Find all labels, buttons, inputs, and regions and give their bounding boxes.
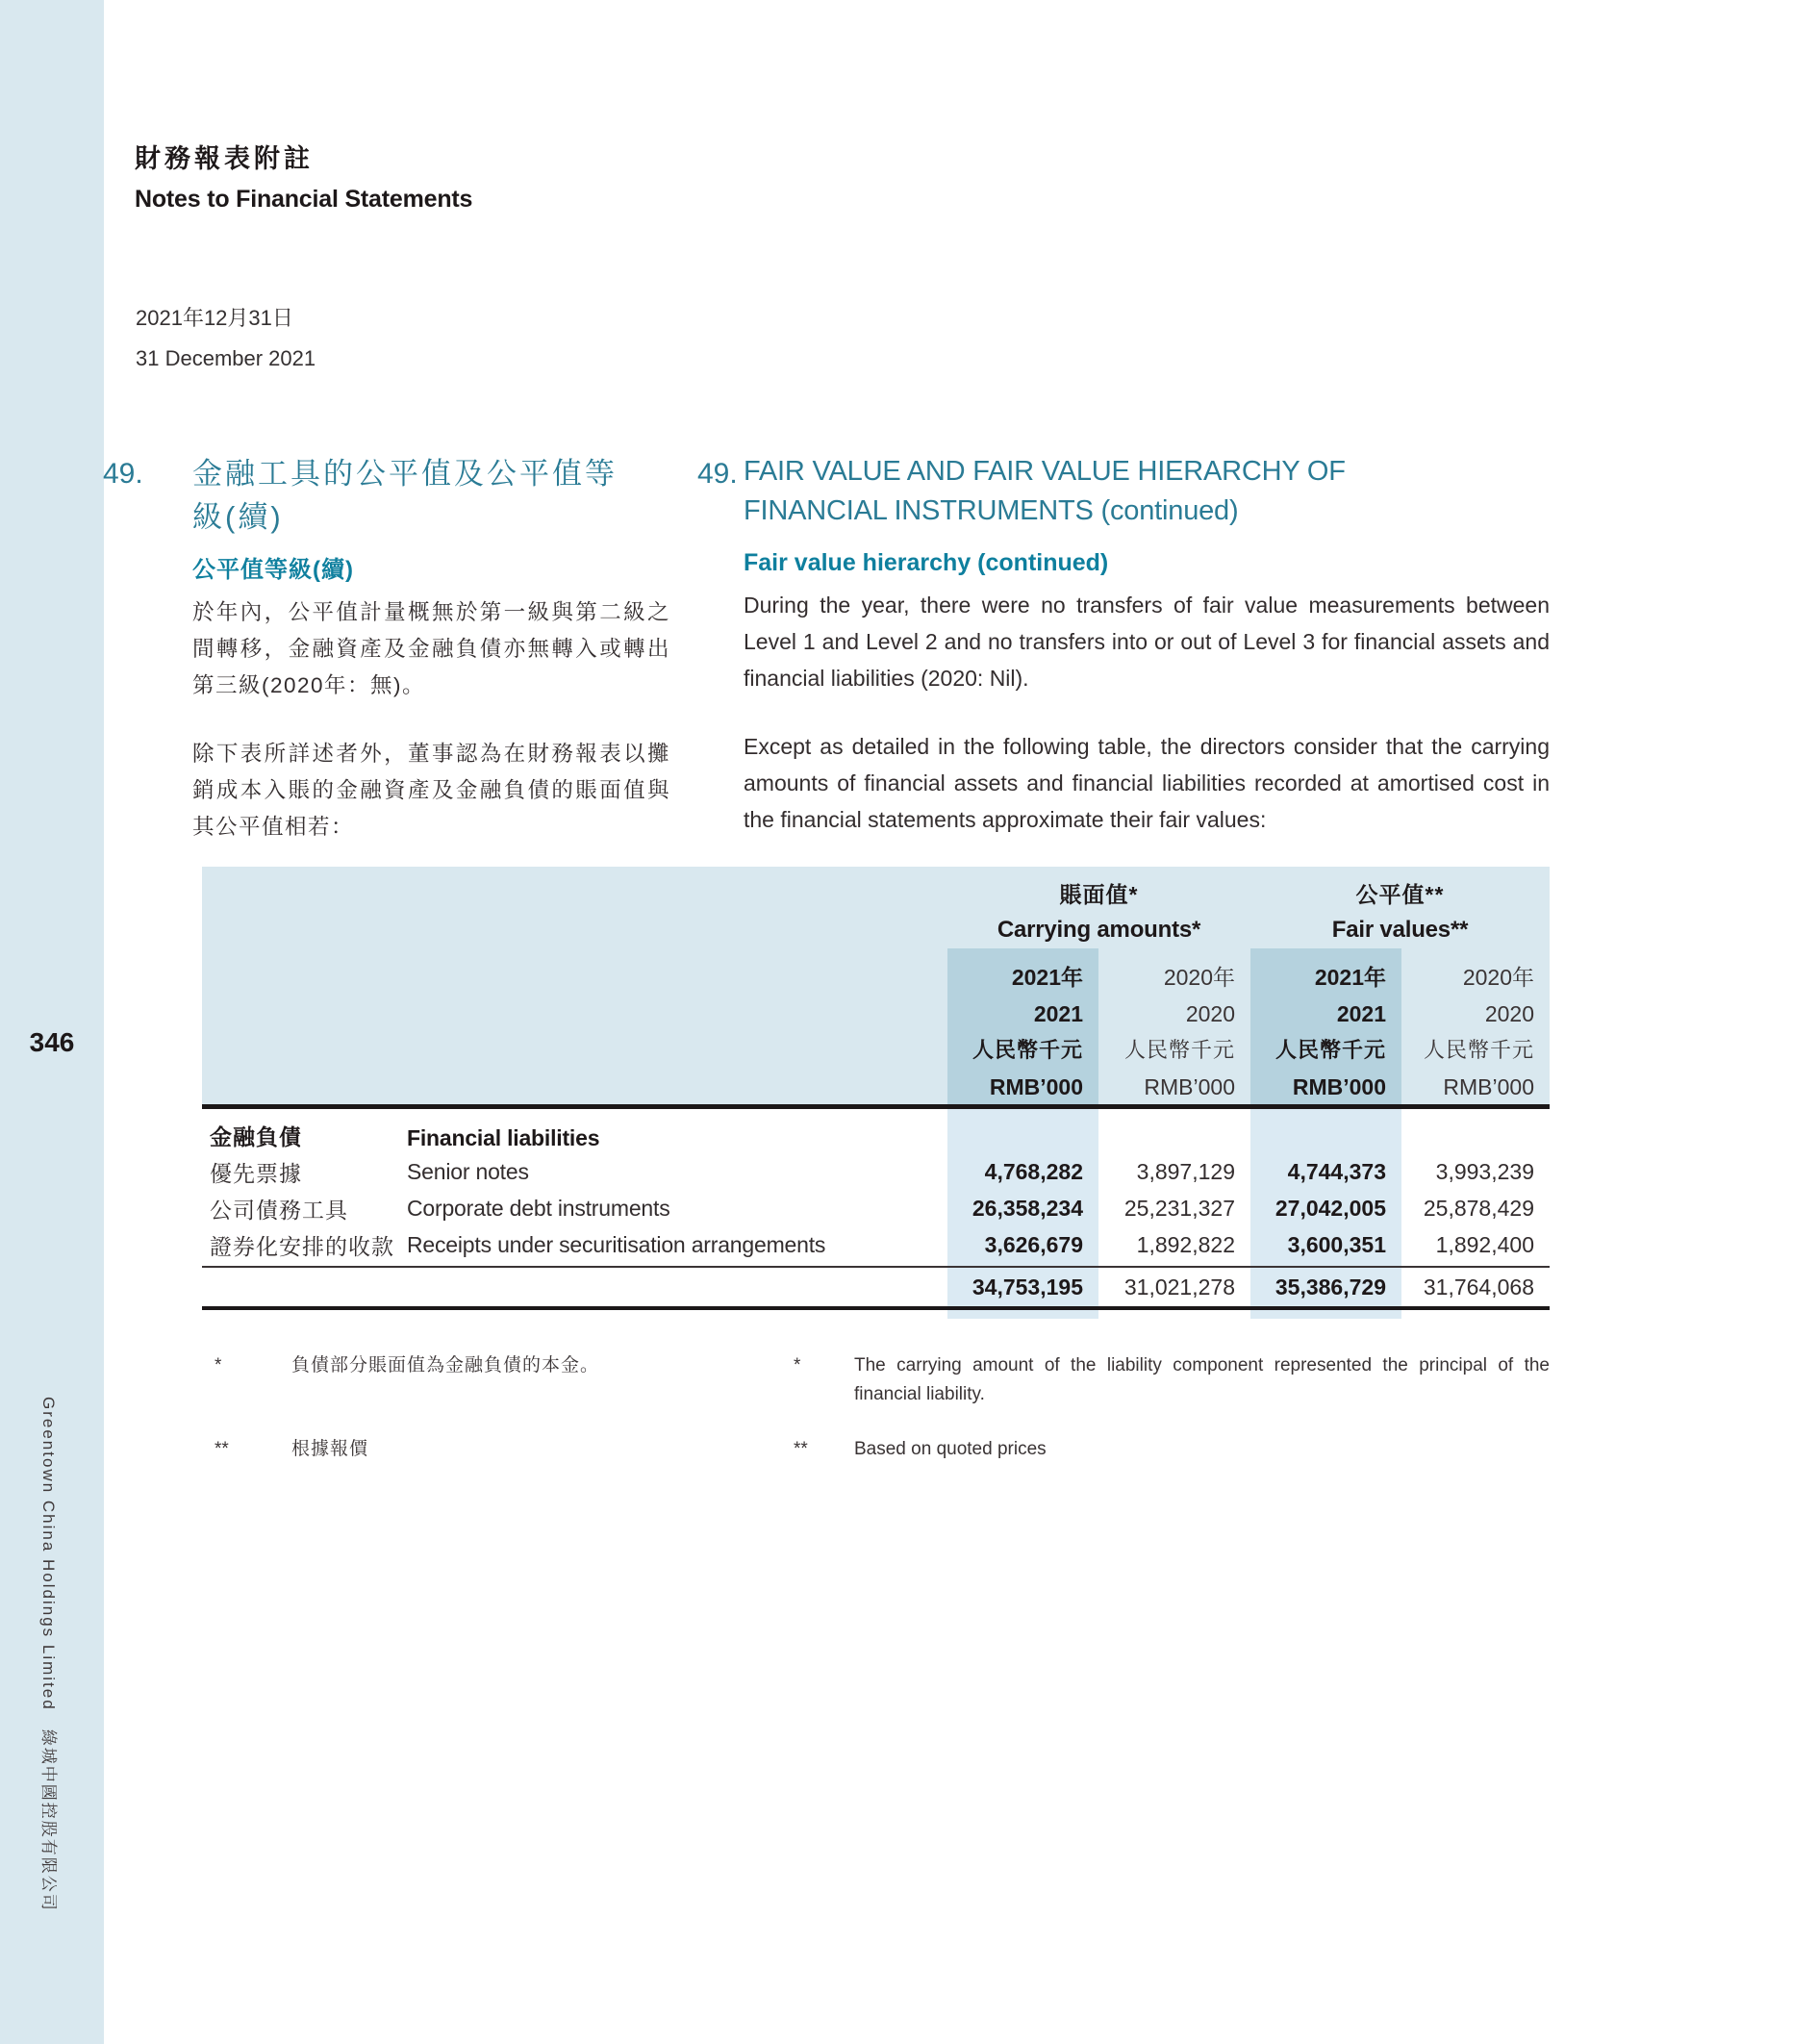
footnote-marker-zh: * xyxy=(215,1355,222,1375)
paragraph-en-1: During the year, there were no transfers of fair value measurements between Level 1 and Level 2 and no transfers into or out of Level 3 for financial assets and financial liabilities (2020: Nil). xyxy=(744,593,1550,691)
cell-carrying-2021: 4,768,282 xyxy=(984,1158,1083,1184)
table-body xyxy=(202,1109,1550,1263)
col-unit-zh: 人民幣千元 xyxy=(972,1038,1083,1062)
table-column-headers xyxy=(202,959,1550,1105)
spacer-cell xyxy=(202,959,407,1105)
section-body-zh xyxy=(192,452,670,845)
report-date xyxy=(136,298,315,379)
col-year: 2021 xyxy=(1033,1001,1083,1026)
col-unit: RMB’000 xyxy=(989,1074,1083,1099)
spacer-cell xyxy=(407,959,947,1105)
page-number: 346 xyxy=(29,1027,75,1057)
footnote-marker-en: ** xyxy=(794,1439,808,1459)
section-heading-en-line2: FINANCIAL INSTRUMENTS (continued) xyxy=(744,495,1239,526)
cell-fair-2021: 4,744,373 xyxy=(1287,1158,1386,1184)
table-row xyxy=(202,1153,1550,1190)
section-heading-row-zh xyxy=(103,452,670,845)
section-heading-zh xyxy=(192,452,670,539)
col-year-zh: 2020年 xyxy=(1462,965,1534,990)
section-column-english xyxy=(697,452,1550,838)
col-year-zh: 2021年 xyxy=(1011,965,1083,990)
cell-fair-2021: 27,042,005 xyxy=(1274,1195,1386,1221)
column-header-fair-2020 xyxy=(1401,959,1550,1105)
paragraph-zh-2: 除下表所詳述者外，董事認為在財務報表以攤銷成本入賬的金融資產及金融負債的賬面值與其公平值相若： xyxy=(192,742,670,839)
group-carrying-en: Carrying amounts* xyxy=(997,917,1201,943)
col-unit-zh: 人民幣千元 xyxy=(1123,1038,1235,1062)
paragraph-zh-1: 於年內，公平值計量概無於第一級與第二級之間轉移，金融資產及金融負債亦無轉入或轉出第三級(2020年：無)。 xyxy=(192,600,670,697)
cell-carrying-2020: 3,897,129 xyxy=(1136,1158,1235,1184)
table-row xyxy=(202,1190,1550,1226)
col-year: 2021 xyxy=(1336,1001,1386,1026)
section-heading-zh-line1: 金融工具的公平值及公平值等 xyxy=(192,457,618,491)
cell-fair-2020: 25,878,429 xyxy=(1423,1195,1534,1221)
row-label-zh: 證券化安排的收款 xyxy=(210,1233,394,1259)
footnote-marker-en: * xyxy=(794,1355,801,1375)
document-header xyxy=(135,142,472,214)
column-header-fair-2021 xyxy=(1250,959,1401,1105)
col-unit-zh: 人民幣千元 xyxy=(1423,1038,1534,1062)
cell-carrying-2020: 1,892,822 xyxy=(1136,1231,1235,1257)
section-heading-zh-line2: 級(續) xyxy=(192,500,284,534)
row-label-zh: 金融負債 xyxy=(210,1124,302,1149)
section-heading-row-en xyxy=(697,452,1550,838)
footnote-text-en: The carrying amount of the liability component represented the principal of the financial liability. xyxy=(854,1355,1550,1404)
footnote-text-zh: 負債部分賬面值為金融負債的本金。 xyxy=(291,1355,600,1375)
footnote-2 xyxy=(215,1435,1550,1464)
section-body-en xyxy=(744,452,1550,838)
col-year-zh: 2020年 xyxy=(1163,965,1235,990)
col-year: 2020 xyxy=(1484,1001,1534,1026)
footnote-1 xyxy=(215,1351,1550,1409)
row-label-zh: 優先票據 xyxy=(210,1160,302,1186)
total-fair-2020: 31,764,068 xyxy=(1423,1274,1534,1300)
report-date-en: 31 December 2021 xyxy=(136,346,316,370)
table-row xyxy=(202,1226,1550,1263)
table-rule-bottom xyxy=(202,1306,1550,1310)
row-label-en: Corporate debt instruments xyxy=(407,1195,670,1221)
cell-carrying-2021: 26,358,234 xyxy=(972,1195,1083,1221)
cell-carrying-2020: 25,231,327 xyxy=(1123,1195,1235,1221)
column-header-carrying-2021 xyxy=(947,959,1098,1105)
section-heading-en xyxy=(744,452,1550,531)
footnote-text-zh: 根據報價 xyxy=(291,1439,369,1459)
table-row-section xyxy=(202,1109,1550,1153)
col-unit: RMB’000 xyxy=(1144,1074,1235,1099)
paragraph-en-2: Except as detailed in the following table, the directors consider that the carrying amounts of financial assets and financial liabilities recorded at amortised cost in the financial statements approximate their fair values: xyxy=(744,734,1550,832)
col-year-zh: 2021年 xyxy=(1314,965,1386,990)
document-title-en: Notes to Financial Statements xyxy=(135,186,473,213)
cell-carrying-2021: 3,626,679 xyxy=(984,1231,1083,1257)
group-fair-zh: 公平值** xyxy=(1355,882,1445,907)
column-group-fair xyxy=(1250,877,1550,948)
group-carrying-zh: 賬面值* xyxy=(1059,882,1139,907)
section-heading-en-line1: FAIR VALUE AND FAIR VALUE HIERARCHY OF xyxy=(744,456,1346,487)
cell-fair-2020: 3,993,239 xyxy=(1435,1158,1534,1184)
cell-fair-2020: 1,892,400 xyxy=(1435,1231,1534,1257)
company-name-vertical: Greentown China Holdings Limited 綠城中國控股有限公司 xyxy=(39,1397,58,1912)
column-group-carrying xyxy=(947,877,1250,948)
report-date-zh: 2021年12月31日 xyxy=(136,306,293,330)
column-header-carrying-2020 xyxy=(1098,959,1250,1105)
section-number-en: 49. xyxy=(697,458,738,490)
total-carrying-2021: 34,753,195 xyxy=(972,1274,1083,1300)
col-unit-zh: 人民幣千元 xyxy=(1274,1038,1386,1062)
cell-fair-2021: 3,600,351 xyxy=(1287,1231,1386,1257)
group-fair-en: Fair values** xyxy=(1331,917,1469,943)
row-label-en: Financial liabilities xyxy=(407,1125,600,1150)
total-fair-2021: 35,386,729 xyxy=(1274,1274,1386,1300)
row-label-en: Senior notes xyxy=(407,1158,529,1184)
footnote-marker-zh: ** xyxy=(215,1439,229,1459)
footnote-text-en: Based on quoted prices xyxy=(854,1439,1047,1459)
section-subheading-en: Fair value hierarchy (continued) xyxy=(744,549,1109,576)
section-subheading-zh: 公平值等級(續) xyxy=(192,557,354,583)
document-title-zh: 財務報表附註 xyxy=(135,144,314,174)
row-label-zh: 公司債務工具 xyxy=(210,1197,348,1223)
col-unit: RMB’000 xyxy=(1292,1074,1386,1099)
table-total-row xyxy=(202,1268,1550,1306)
section-column-chinese xyxy=(103,452,670,845)
col-year: 2020 xyxy=(1185,1001,1235,1026)
row-label-en: Receipts under securitisation arrangements xyxy=(407,1231,826,1257)
section-number-zh: 49. xyxy=(103,458,143,490)
fair-value-table xyxy=(202,867,1550,1319)
col-unit: RMB’000 xyxy=(1443,1074,1534,1099)
total-carrying-2020: 31,021,278 xyxy=(1123,1274,1235,1300)
